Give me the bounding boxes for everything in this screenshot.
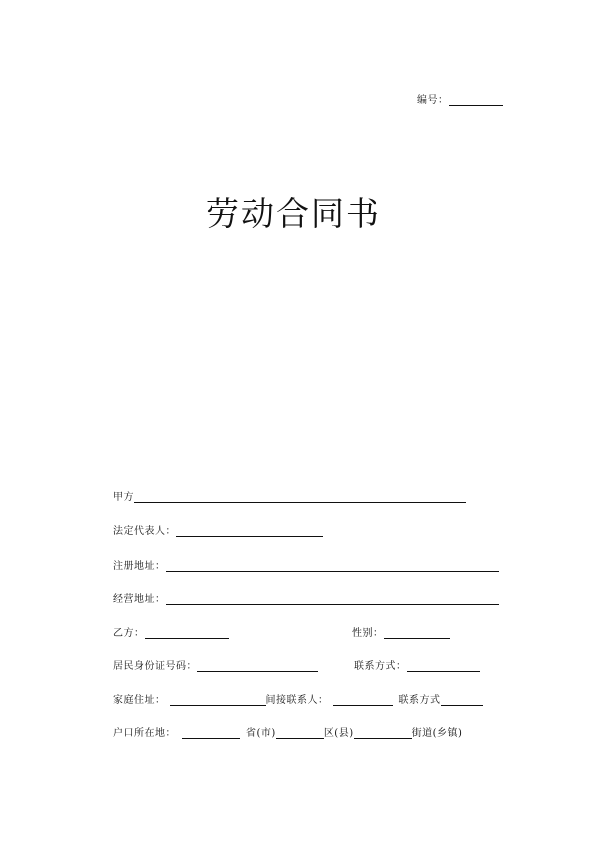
gender-label: 性别： xyxy=(352,628,384,639)
reg-address-label: 注册地址： xyxy=(113,561,166,572)
party-b-row xyxy=(113,624,229,639)
hukou-row xyxy=(113,724,462,739)
id-number-label: 居民身份证号码： xyxy=(113,661,197,672)
gender-row xyxy=(352,624,450,639)
district-blank[interactable] xyxy=(354,727,412,739)
district-label: 区(县) xyxy=(323,728,354,739)
party-a-row xyxy=(113,488,466,503)
legal-rep-label: 法定代表人： xyxy=(113,526,176,537)
home-address-label: 家庭住址： xyxy=(113,695,166,706)
street-label: 街道(乡镇) xyxy=(411,728,463,739)
id-number-blank[interactable] xyxy=(197,660,318,672)
id-number-row xyxy=(113,657,318,672)
biz-address-blank[interactable] xyxy=(166,593,499,605)
party-a-blank[interactable] xyxy=(134,491,466,503)
party-a-label: 甲方 xyxy=(113,492,134,503)
document-number-blank[interactable] xyxy=(449,94,503,106)
contact-2-blank[interactable] xyxy=(441,694,483,706)
party-b-blank[interactable] xyxy=(145,627,229,639)
contact-1-row xyxy=(354,657,480,672)
hukou-blank[interactable] xyxy=(182,727,240,739)
province-label: 省(市) xyxy=(246,728,276,739)
biz-address-row xyxy=(113,590,499,605)
indirect-contact-label: 间接联系人： xyxy=(265,695,329,706)
indirect-contact-blank[interactable] xyxy=(333,694,393,706)
gender-blank[interactable] xyxy=(384,627,450,639)
reg-address-blank[interactable] xyxy=(166,560,499,572)
reg-address-row xyxy=(113,557,499,572)
party-b-label: 乙方： xyxy=(113,628,145,639)
biz-address-label: 经营地址： xyxy=(113,594,166,605)
home-address-blank[interactable] xyxy=(170,694,266,706)
province-blank[interactable] xyxy=(276,727,324,739)
contact-1-blank[interactable] xyxy=(407,660,480,672)
legal-rep-blank[interactable] xyxy=(176,525,323,537)
page-title: 劳动合同书 xyxy=(206,194,381,233)
contact-2-label: 联系方式 xyxy=(398,695,441,706)
home-address-row xyxy=(113,691,483,706)
legal-rep-row xyxy=(113,522,323,537)
document-number-label: 编号： xyxy=(417,95,449,106)
hukou-label: 户口所在地： xyxy=(113,728,176,739)
document-number xyxy=(417,91,503,106)
contact-1-label: 联系方式： xyxy=(354,661,407,672)
